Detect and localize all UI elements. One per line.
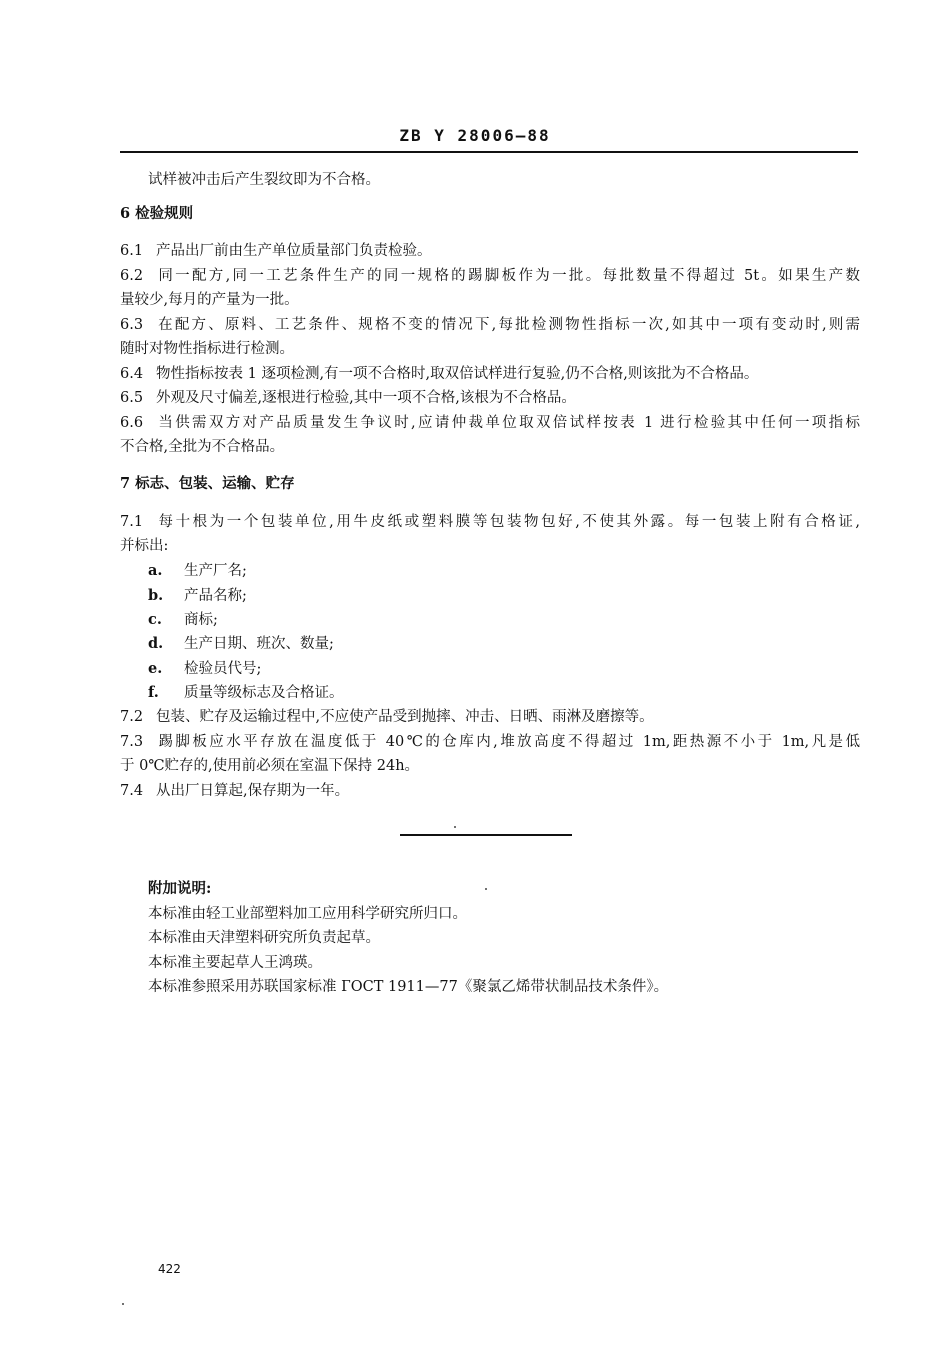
item-7-3-line-2: 于 0℃贮存的,使用前必须在室温下保持 24h。: [120, 758, 420, 774]
list-item: [148, 634, 334, 654]
item-number: 6.4: [120, 366, 144, 382]
item-text: 在配方、原料、工艺条件、规格不变的情况下,每批检测物性指标一次,如其中一项有变动时,则需: [156, 317, 860, 333]
note-line: 本标准由天津塑料研究所负责起草。: [148, 930, 380, 946]
item-7-1-line-1: [120, 512, 860, 532]
notes-title: 附加说明:: [148, 880, 212, 897]
item-7-3-line-1: [120, 732, 860, 752]
page-number: 422: [158, 1262, 181, 1276]
item-number: 6.3: [120, 317, 144, 333]
note-line: 本标准参照采用苏联国家标准 ГОСТ 1911—77《聚氯乙烯带状制品技术条件》。: [148, 979, 669, 995]
item-text: 物性指标按表 1 逐项检测,有一项不合格时,取双倍试样进行复验,仍不合格,则该批为不合格品。: [156, 366, 759, 382]
item-number: 7.1: [120, 514, 144, 530]
standard-code-header: ZB Y 28006—88: [399, 126, 551, 145]
item-number: 6.2: [120, 268, 144, 284]
list-letter: b.: [148, 587, 164, 604]
item-7-2: [120, 707, 860, 727]
end-rule: [400, 834, 572, 836]
note-line: 本标准主要起草人王鸿瑛。: [148, 955, 322, 971]
item-text: 同一配方,同一工艺条件生产的同一规格的踢脚板作为一批。每批数量不得超过 5t。如果生产数: [156, 268, 860, 284]
list-text: 生产日期、班次、数量;: [184, 636, 334, 652]
intro-line: 试样被冲击后产生裂纹即为不合格。: [148, 172, 380, 188]
list-text: 质量等级标志及合格证。: [184, 685, 344, 701]
list-text: 检验员代号;: [184, 661, 262, 677]
item-number: 6.6: [120, 415, 144, 431]
item-text: 产品出厂前由生产单位质量部门负责检验。: [156, 243, 432, 259]
item-6-1: [120, 241, 860, 261]
item-6-3-line-1: [120, 315, 860, 335]
item-6-2-line-1: [120, 266, 860, 286]
item-text: 外观及尺寸偏差,逐根进行检验,其中一项不合格,该根为不合格品。: [156, 390, 576, 406]
item-6-5: [120, 388, 860, 408]
list-letter: a.: [148, 562, 163, 579]
item-text: 当供需双方对产品质量发生争议时,应请仲裁单位取双倍试样按表 1 进行检验其中任何一项指标: [156, 415, 860, 431]
list-letter: f.: [148, 684, 159, 701]
item-6-6-line-1: [120, 413, 860, 433]
list-text: 产品名称;: [184, 588, 247, 604]
item-7-1-line-2: 并标出:: [120, 538, 169, 554]
list-letter: c.: [148, 611, 162, 628]
item-7-4: [120, 781, 860, 801]
header-rule: [120, 151, 858, 153]
item-number: 6.5: [120, 390, 144, 406]
list-item: [148, 683, 344, 703]
item-text: 踢脚板应水平存放在温度低于 40℃的仓库内,堆放高度不得超过 1m,距热源不小于 1m,凡是低: [156, 734, 860, 750]
scan-speck: [122, 1303, 124, 1305]
list-item: [148, 586, 247, 606]
item-number: 7.3: [120, 734, 144, 750]
section-6-title: 6 检验规则: [120, 205, 194, 222]
note-line: 本标准由轻工业部塑料加工应用科学研究所归口。: [148, 906, 467, 922]
scan-speck: [485, 888, 487, 890]
list-item: [148, 610, 218, 630]
item-text: 每十根为一个包装单位,用牛皮纸或塑料膜等包装物包好,不使其外露。每一包装上附有合格证,: [156, 514, 860, 530]
item-text: 从出厂日算起,保存期为一年。: [156, 783, 350, 799]
list-item: [148, 659, 261, 679]
list-text: 商标;: [184, 612, 218, 628]
item-6-3-line-2: 随时对物性指标进行检测。: [120, 341, 294, 357]
item-6-2-line-2: 量较少,每月的产量为一批。: [120, 292, 299, 308]
list-letter: d.: [148, 635, 164, 652]
item-number: 7.4: [120, 783, 144, 799]
item-number: 6.1: [120, 243, 144, 259]
section-7-title: 7 标志、包装、运输、贮存: [120, 475, 295, 492]
list-letter: e.: [148, 660, 163, 677]
item-number: 7.2: [120, 709, 144, 725]
item-6-4: [120, 364, 860, 384]
item-text: 包装、贮存及运输过程中,不应使产品受到抛摔、冲击、日晒、雨淋及磨擦等。: [156, 709, 654, 725]
scan-speck: [454, 826, 456, 828]
list-item: [148, 561, 247, 581]
list-text: 生产厂名;: [184, 563, 247, 579]
item-6-6-line-2: 不合格,全批为不合格品。: [120, 439, 285, 455]
